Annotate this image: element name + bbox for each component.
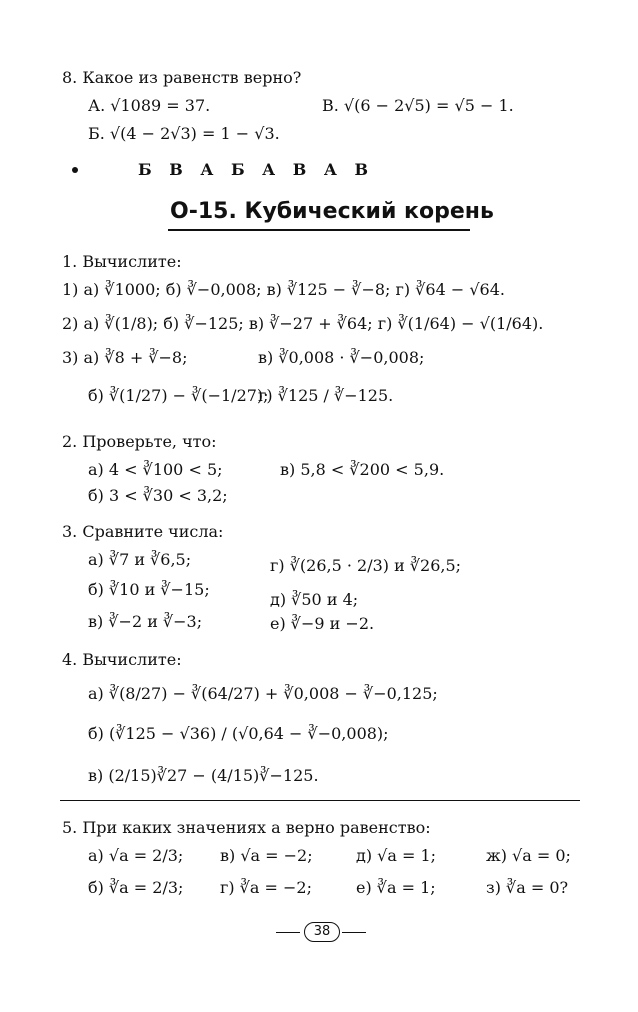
problem-5-g: г) ∛a = −2; [220,878,312,897]
page-number-badge [276,922,366,942]
problem-1-row-3b: б) ∛(1/27) − ∛(−1/27); [88,386,269,405]
problem-4-head: 4. Вычислите: [62,650,182,669]
problem-3-b: б) ∛10 и ∛−15; [88,580,210,599]
problem-3-e: е) ∛−9 и −2. [270,614,375,633]
problem-5-zh: ж) √a = 0; [486,846,571,865]
problem-1-head: 1. Вычислите: [62,252,182,271]
section-title: О-15. Кубический корень [170,199,494,224]
problem-3-a: а) ∛7 и ∛6,5; [88,550,192,569]
problem-2-head: 2. Проверьте, что: [62,432,217,451]
problem-5-v: в) √a = −2; [220,846,313,865]
problem-1-row-3v: в) ∛0,008 · ∛−0,008; [258,348,425,367]
problem-8-option-b: Б. √(4 − 2√3) = 1 − √3. [88,124,280,143]
answer-key: Б В А Б А В А В [138,160,374,179]
problem-1-row-2: 2) а) ∛(1/8); б) ∛−125; в) ∛−27 + ∛64; г) ∛(1/64) − √(1/64). [62,314,544,333]
problem-3-d: д) ∛50 и 4; [270,590,359,609]
problem-3-g: г) ∛(26,5 · 2/3) и ∛26,5; [270,556,462,575]
problem-2-b: б) 3 < ∛30 < 3,2; [88,486,228,505]
problem-1-row-3a: 3) а) ∛8 + ∛−8; [62,348,188,367]
problem-8-option-v: В. √(6 − 2√5) = √5 − 1. [322,96,514,115]
title-underline [168,229,470,231]
problem-1-row-1: 1) а) ∛1000; б) ∛−0,008; в) ∛125 − ∛−8; г) ∛64 − √64. [62,280,505,299]
problem-8-question: 8. Какое из равенств верно? [62,68,302,87]
problem-5-z: з) ∛a = 0? [486,878,569,897]
page-number: 38 [304,922,340,942]
problem-4-v: в) (2/15)∛27 − (4/15)∛−125. [88,766,319,785]
problem-5-head: 5. При каких значениях a верно равенство: [62,818,431,837]
problem-4-a: а) ∛(8/27) − ∛(64/27) + ∛0,008 − ∛−0,125; [88,684,438,703]
problem-8-option-a: А. √1089 = 37. [88,96,211,115]
problem-2-a: а) 4 < ∛100 < 5; [88,460,223,479]
page-number-dash-right [342,932,366,933]
problem-5-d: д) √a = 1; [356,846,437,865]
problem-3-v: в) ∛−2 и ∛−3; [88,612,203,631]
bullet-icon [72,167,78,173]
problem-3-head: 3. Сравните числа: [62,522,224,541]
page-number-dash-left [276,932,300,933]
problem-2-v: в) 5,8 < ∛200 < 5,9. [280,460,445,479]
problem-5-b: б) ∛a = 2/3; [88,878,184,897]
problem-4-b: б) (∛125 − √36) / (√0,64 − ∛−0,008); [88,724,389,743]
problem-5-a: а) √a = 2/3; [88,846,184,865]
problem-1-row-3g: г) ∛125 / ∛−125. [258,386,394,405]
divider-line [60,800,580,801]
problem-5-e: е) ∛a = 1; [356,878,436,897]
